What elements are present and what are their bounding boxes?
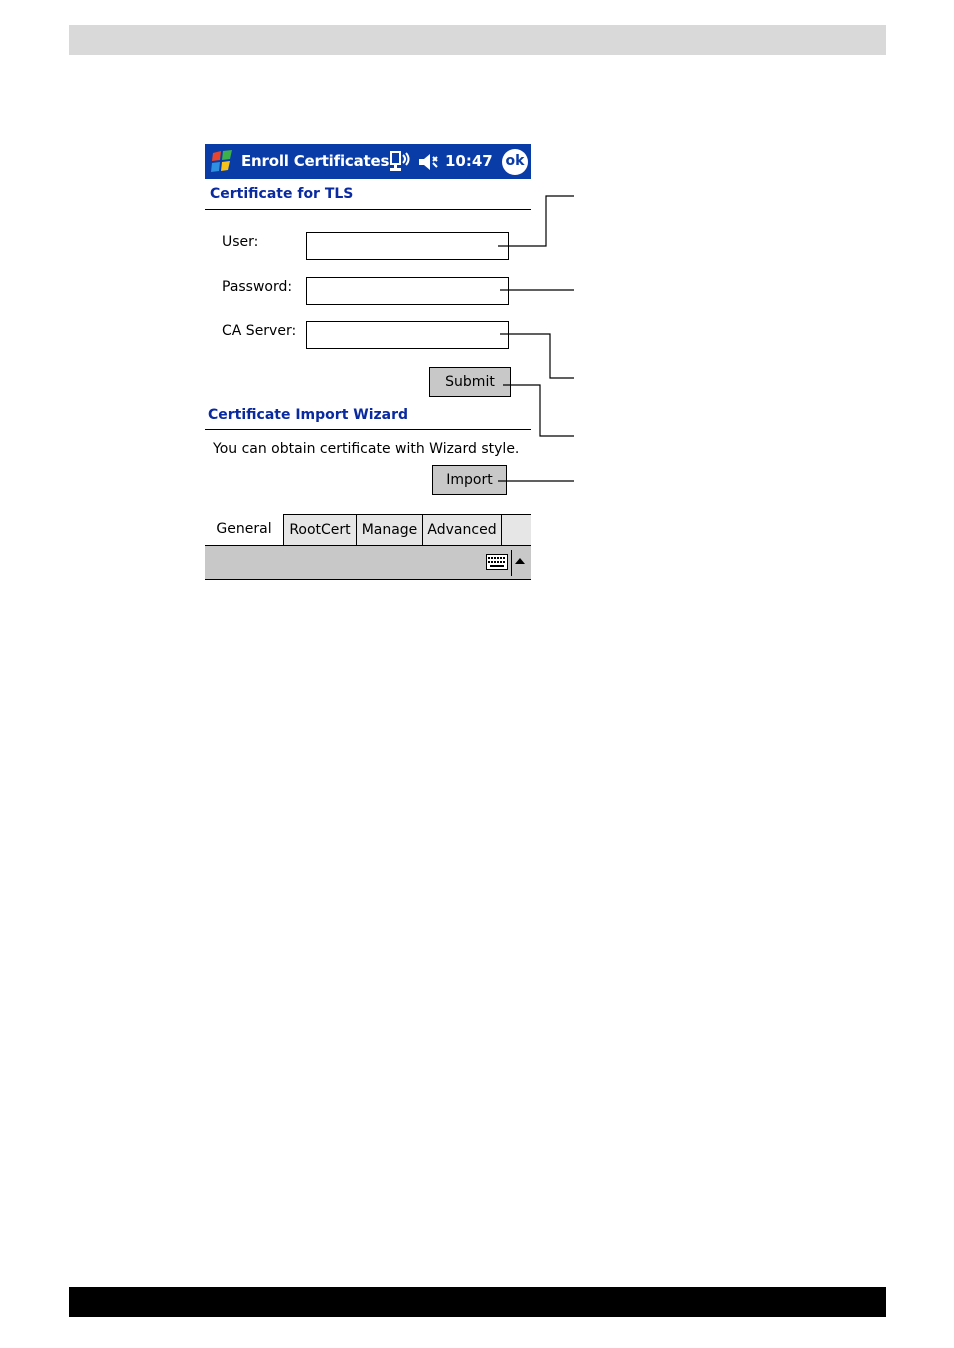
app-title: Enroll Certificates [241, 152, 390, 170]
tab-rootcert[interactable]: RootCert [283, 514, 356, 545]
import-description: You can obtain certificate with Wizard style. [213, 441, 520, 457]
page-footer-bar [69, 1287, 886, 1317]
ca-server-label: CA Server: [222, 323, 297, 339]
tab-manage[interactable]: Manage [356, 514, 422, 545]
section-heading-import-wizard: Certificate Import Wizard [208, 407, 409, 423]
password-label: Password: [222, 279, 293, 295]
tab-general[interactable]: General [205, 514, 283, 545]
section-heading-tls: Certificate for TLS [210, 186, 354, 202]
clock[interactable]: 10:47 [445, 152, 493, 170]
import-button[interactable]: Import [432, 465, 507, 495]
submit-button[interactable]: Submit [429, 367, 511, 397]
callout-line-user [498, 196, 574, 246]
ok-button[interactable]: ok [502, 149, 528, 175]
callout-line-ca-server [500, 334, 574, 378]
tab-advanced[interactable]: Advanced [422, 514, 501, 545]
callout-line-submit [503, 385, 574, 436]
user-label: User: [222, 234, 259, 250]
